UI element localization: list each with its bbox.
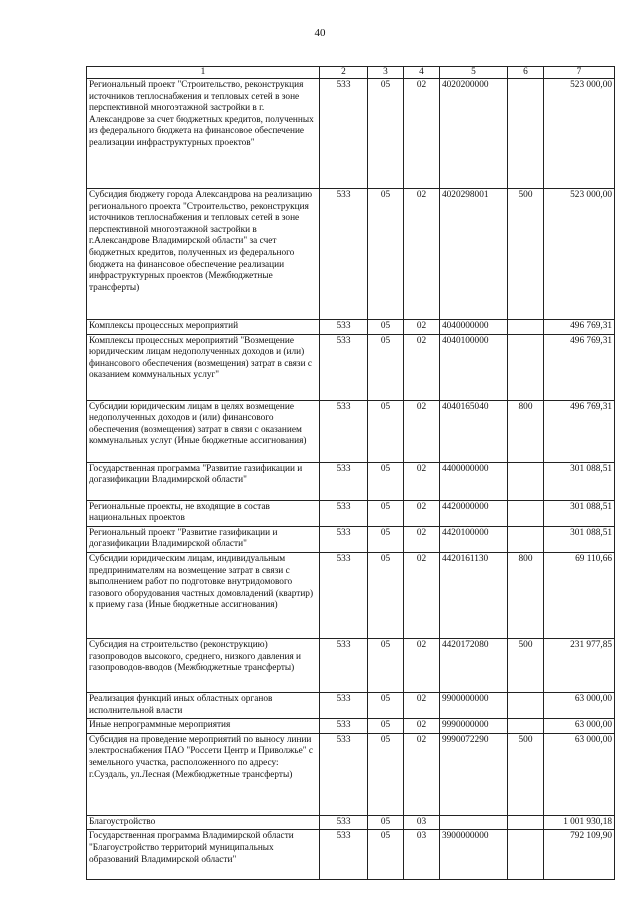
row-admin-code: 533: [320, 830, 368, 880]
row-subsection: 02: [404, 552, 440, 638]
table-row: [87, 79, 615, 189]
row-expense-type: [508, 526, 544, 552]
row-admin-code: 533: [320, 815, 368, 830]
row-section: 05: [368, 830, 404, 880]
row-expense-type: 500: [508, 638, 544, 692]
row-amount: 63 000,00: [544, 692, 615, 718]
row-subsection: 03: [404, 830, 440, 880]
row-section: 05: [368, 719, 404, 734]
row-target-code: [440, 815, 508, 830]
row-target-code: 4020200000: [440, 79, 508, 189]
header-col-4: 4: [404, 67, 440, 79]
table-row: [87, 189, 615, 320]
row-target-code: 9990000000: [440, 719, 508, 734]
table-row: [87, 692, 615, 718]
row-name: Региональный проект "Строительство, реконструкция источников теплоснабжения и тепловых сетей в зоне перспективной многоэтажной застройки в г. Александрове за счет бюджетных кредитов, полученных из федерального бюджета на финансовое обеспечение реализации инфраструктурных проектов": [87, 79, 320, 189]
row-section: 05: [368, 334, 404, 400]
row-expense-type: [508, 462, 544, 500]
header-col-1: 1: [87, 67, 320, 79]
row-expense-type: [508, 334, 544, 400]
row-admin-code: 533: [320, 692, 368, 718]
header-col-2: 2: [320, 67, 368, 79]
row-expense-type: [508, 692, 544, 718]
row-expense-type: [508, 320, 544, 335]
row-subsection: 02: [404, 638, 440, 692]
table-row: [87, 830, 615, 880]
row-amount: 1 001 930,18: [544, 815, 615, 830]
row-amount: 231 977,85: [544, 638, 615, 692]
row-subsection: 02: [404, 733, 440, 815]
row-expense-type: 500: [508, 733, 544, 815]
table-row: [87, 320, 615, 335]
row-admin-code: 533: [320, 719, 368, 734]
table-row: [87, 526, 615, 552]
row-section: 05: [368, 638, 404, 692]
row-subsection: 03: [404, 815, 440, 830]
row-subsection: 02: [404, 500, 440, 526]
row-subsection: 02: [404, 189, 440, 320]
row-subsection: 02: [404, 462, 440, 500]
header-col-5: 5: [440, 67, 508, 79]
row-target-code: 4040000000: [440, 320, 508, 335]
row-name: Субсидия бюджету города Александрова на реализацию регионального проекта "Строительство, реконструкция источников теплоснабжения и тепловых сетей в зоне перспективной многоэтажной застройки в г.Александрове Владимирской области" за счет бюджетных кредитов, полученных из федерального бюджета на финансовое обеспечение реализации инфраструктурных проектов (Межбюджетные трансферты): [87, 189, 320, 320]
row-amount: 496 769,31: [544, 320, 615, 335]
row-amount: 496 769,31: [544, 400, 615, 462]
row-name: Субсидии юридическим лицам, индивидуальным предпринимателям на возмещение затрат в связи с выполнением работ по подготовке внутридомового газового оборудования частных домовладений (квартир) к приему газа (Иные бюджетные ассигнования): [87, 552, 320, 638]
table-header-row: [87, 67, 615, 79]
table-row: [87, 400, 615, 462]
row-name: Субсидия на проведение мероприятий по выносу линии электроснабжения ПАО "Россети Центр и Приволжье" с земельного участка, расположенного по адресу: г.Суздаль, ул.Лесная (Межбюджетные трансферты): [87, 733, 320, 815]
header-col-7: 7: [544, 67, 615, 79]
header-col-6: 6: [508, 67, 544, 79]
row-admin-code: 533: [320, 320, 368, 335]
row-name: Благоустройство: [87, 815, 320, 830]
row-section: 05: [368, 733, 404, 815]
table-row: [87, 334, 615, 400]
row-name: Субсидии юридическим лицам в целях возмещение недополученных доходов и (или) финансового обеспечения (возмещения) затрат в связи с оказанием коммунальных услуг (Иные бюджетные ассигнования): [87, 400, 320, 462]
row-amount: 63 000,00: [544, 719, 615, 734]
row-target-code: 3900000000: [440, 830, 508, 880]
row-name: Региональный проект "Развитие газификации и догазификации Владимирской области": [87, 526, 320, 552]
row-section: 05: [368, 400, 404, 462]
row-section: 05: [368, 320, 404, 335]
row-section: 05: [368, 552, 404, 638]
row-section: 05: [368, 526, 404, 552]
row-admin-code: 533: [320, 638, 368, 692]
row-expense-type: [508, 815, 544, 830]
row-section: 05: [368, 500, 404, 526]
row-amount: 301 088,51: [544, 462, 615, 500]
row-expense-type: 800: [508, 552, 544, 638]
table-row: [87, 462, 615, 500]
table-row: [87, 500, 615, 526]
row-admin-code: 533: [320, 334, 368, 400]
row-section: 05: [368, 815, 404, 830]
row-expense-type: [508, 79, 544, 189]
row-name: Комплексы процессных мероприятий: [87, 320, 320, 335]
row-target-code: 4420100000: [440, 526, 508, 552]
row-admin-code: 533: [320, 500, 368, 526]
row-target-code: 4040165040: [440, 400, 508, 462]
row-amount: 523 000,00: [544, 79, 615, 189]
row-name: Реализация функций иных областных органов исполнительной власти: [87, 692, 320, 718]
row-section: 05: [368, 79, 404, 189]
row-name: Региональные проекты, не входящие в состав национальных проектов: [87, 500, 320, 526]
header-col-3: 3: [368, 67, 404, 79]
row-expense-type: [508, 500, 544, 526]
row-subsection: 02: [404, 400, 440, 462]
row-subsection: 02: [404, 692, 440, 718]
table-row: [87, 815, 615, 830]
row-section: 05: [368, 462, 404, 500]
row-target-code: 9900000000: [440, 692, 508, 718]
row-admin-code: 533: [320, 526, 368, 552]
table-row: [87, 638, 615, 692]
table-row: [87, 733, 615, 815]
row-amount: 63 000,00: [544, 733, 615, 815]
row-subsection: 02: [404, 526, 440, 552]
page-number: 40: [314, 27, 326, 39]
row-target-code: 4040100000: [440, 334, 508, 400]
row-amount: 301 088,51: [544, 526, 615, 552]
row-target-code: 9990072290: [440, 733, 508, 815]
row-admin-code: 533: [320, 79, 368, 189]
row-subsection: 02: [404, 79, 440, 189]
row-name: Государственная программа "Развитие газификации и догазификации Владимирской области": [87, 462, 320, 500]
row-amount: 496 769,31: [544, 334, 615, 400]
row-name: Субсидия на строительство (реконструкцию) газопроводов высокого, среднего, низкого давления и газопроводов-вводов (Межбюджетные трансферты): [87, 638, 320, 692]
row-admin-code: 533: [320, 400, 368, 462]
row-expense-type: 500: [508, 189, 544, 320]
row-amount: 69 110,66: [544, 552, 615, 638]
row-admin-code: 533: [320, 733, 368, 815]
row-expense-type: 800: [508, 400, 544, 462]
row-target-code: 4400000000: [440, 462, 508, 500]
row-amount: 301 088,51: [544, 500, 615, 526]
row-target-code: 4020298001: [440, 189, 508, 320]
row-section: 05: [368, 189, 404, 320]
row-amount: 523 000,00: [544, 189, 615, 320]
row-name: Комплексы процессных мероприятий "Возмещение юридическим лицам недополученных доходов и (или) финансового обеспечения (возмещения) затрат в связи с оказанием коммунальных услуг": [87, 334, 320, 400]
row-target-code: 4420172080: [440, 638, 508, 692]
row-admin-code: 533: [320, 552, 368, 638]
row-admin-code: 533: [320, 189, 368, 320]
row-amount: 792 109,90: [544, 830, 615, 880]
row-name: Государственная программа Владимирской области "Благоустройство территорий муниципальных образований Владимирской области": [87, 830, 320, 880]
row-expense-type: [508, 830, 544, 880]
row-section: 05: [368, 692, 404, 718]
row-admin-code: 533: [320, 462, 368, 500]
row-subsection: 02: [404, 320, 440, 335]
budget-table: [86, 66, 615, 880]
table-row: [87, 552, 615, 638]
row-target-code: 4420161130: [440, 552, 508, 638]
row-expense-type: [508, 719, 544, 734]
table-row: [87, 719, 615, 734]
row-subsection: 02: [404, 719, 440, 734]
row-subsection: 02: [404, 334, 440, 400]
row-name: Иные непрограммные мероприятия: [87, 719, 320, 734]
row-target-code: 4420000000: [440, 500, 508, 526]
